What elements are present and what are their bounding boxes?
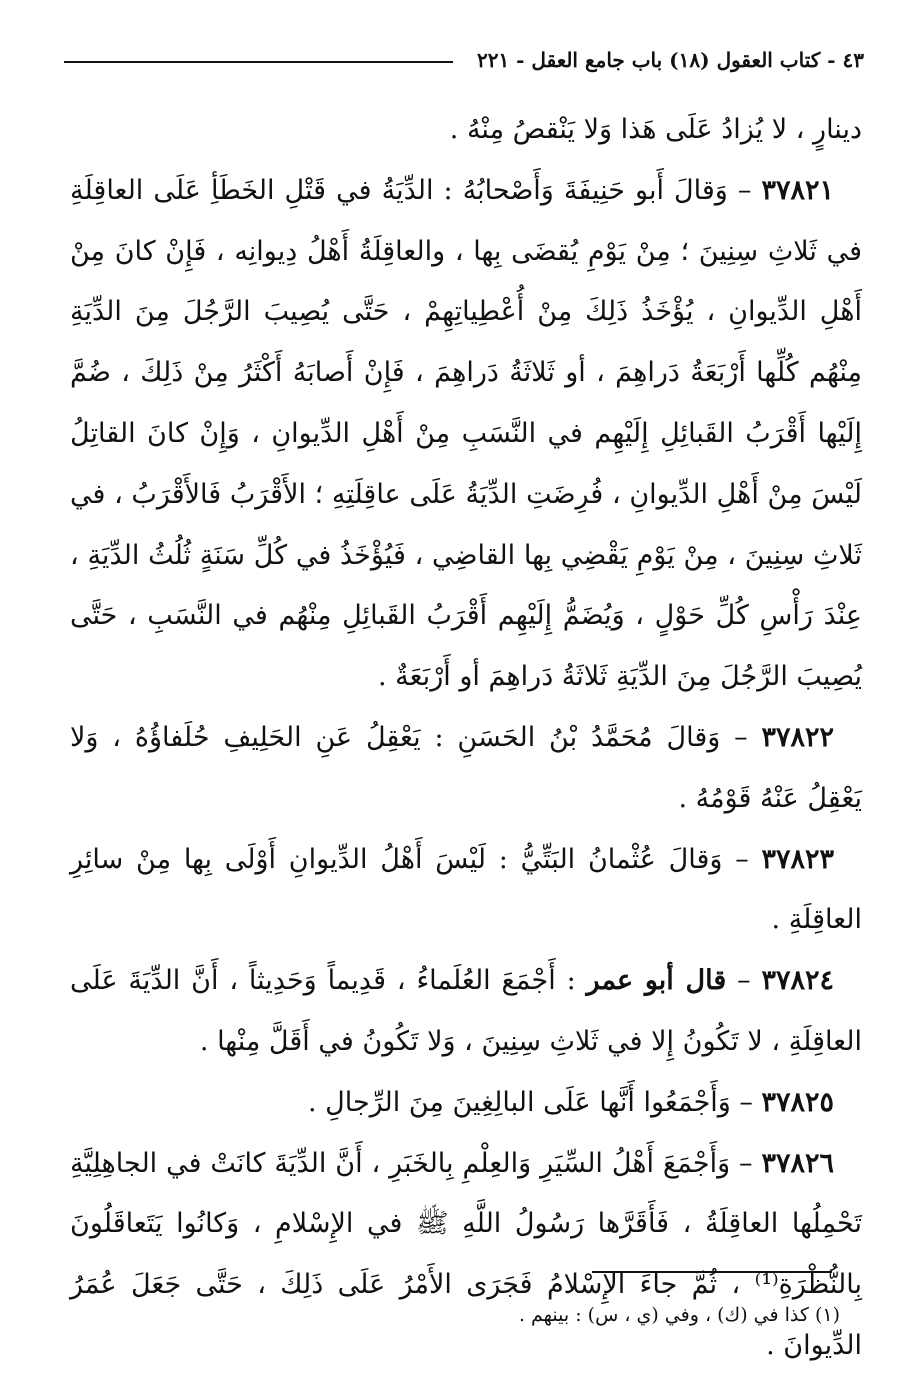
running-head-text: ٤٣ - كتاب العقول (١٨) باب جامع العقل - ٢٢١ [476,48,864,72]
footnote-text: (١) كذا في (ك) ، وفي (ي ، س) : بينهم . [518,1304,840,1326]
paragraph-dash: – [726,965,751,997]
paragraph-37826 [70,1134,862,1377]
paragraph-number: ٣٧٨٢٢ [761,721,834,753]
paragraph-text: – وَقالَ أَبو حَنِيفَةَ وَأَصْحابُهُ : الدِّيَةُ في قَتْلِ الخَطَأِ عَلَى العاقِلَةِ في ثَلاثِ سِنِينَ ؛ مِنْ يَوْمِ يُقضَى بِها ، والعاقِلَةُ أَهْلُ دِيوانِه ، فَإِنْ كانَ مِنْ أَهْلِ الدِّيوانِ ، يُؤْخَذُ ذَلِكَ مِنْ أُعْطِياتِهِمْ ، حَتَّى يُصِيبَ الرَّجُلَ مِنَ الدِّيَةِ مِنْهُم كُلِّها أَرْبَعَةُ دَراهِمَ ، أو ثَلاثَةُ دَراهِمَ ، فَإِنْ أَصابَهُ أَكْثَرُ مِنْ ذَلِكَ ، ضُمَّ إِلَيْها أَقْرَبُ القَبائِلِ إِلَيْهِم في النَّسَبِ مِنْ أَهْلِ الدِّيوانِ ، وَإِنْ كانَ القاتِلُ لَيْسَ مِنْ أَهْلِ الدِّيوانِ ، فُرِضَتِ الدِّيَةُ عَلَى عاقِلَتِهِ ؛ الأَقْرَبُ فَالأَقْرَبُ ، في ثَلاثِ سِنِينَ ، مِنْ يَوْمِ يَقْضِي بِها القاضِي ، فَيُؤْخَذُ في كُلِّ سَنَةٍ ثُلُثُ الدِّيَةِ ، عِنْدَ رَأْسِ كُلِّ حَوْلٍ ، وَيُضَمُّ إِلَيْهِم أَقْرَبُ القَبائِلِ مِنْهُم في النَّسَبِ ، حَتَّى يُصِيبَ الرَّجُلَ مِنَ الدِّيَةِ ثَلاثَةُ دَراهِمَ أو أَرْبَعَةٌ . [70,174,862,693]
paragraph-number: ٣٧٨٢٣ [761,843,834,875]
footnote-separator [592,1271,832,1273]
paragraph-37822 [70,708,862,830]
running-header [64,40,864,80]
paragraph-text: دينارٍ ، لا يُزادُ عَلَى هَذا وَلا يَنْقصُ مِنْهُ . [449,114,862,145]
paragraph-text: – وَقالَ عُثْمانُ البَتِّيُّ : لَيْسَ أَهْلُ الدِّيوانِ أَوْلَى بِها مِنْ سائِرِ العاقِلَةِ . [70,843,862,936]
speaker-name: قال أبو عمر [586,965,727,997]
paragraph-number: ٣٧٨٢٤ [761,965,835,997]
paragraph-37824 [70,951,862,1073]
main-text [70,100,862,1377]
paragraph-continuation [70,100,862,161]
paragraph-number: ٣٧٨٢٥ [761,1086,834,1118]
header-rule [64,61,453,63]
paragraph-number: ٣٧٨٢١ [761,174,834,206]
paragraph-text: – وَأَجْمَعَ أَهْلُ السِّيَرِ وَالعِلْمِ بِالخَبَرِ ، أَنَّ الدِّيَةَ كانَتْ في الجاهِلِيَّةِ تَحْمِلُها العاقِلَةُ ، فَأَقَرَّها رَسُولُ اللَّهِ ﷺ في الإِسْلامِ ، وَكانُوا يَتَعاقَلُونَ بِالنُّظْرَةِ⁽¹⁾ ، ثُمَّ جاءَ الإِسْلامُ فَجَرَى الأَمْرُ عَلَى ذَلِكَ ، حَتَّى جَعَلَ عُمَرُ الدِّيوانَ . [70,1147,862,1361]
paragraph-37825 [70,1073,862,1134]
paragraph-text: – وَقالَ مُحَمَّدُ بْنُ الحَسَنِ : يَعْقِلُ عَنِ الحَلِيفِ حُلَفاؤُهُ ، وَلا يَعْقِلُ عَنْهُ قَوْمُهُ . [70,721,862,814]
paragraph-37823 [70,830,862,952]
paragraph-text: : أَجْمَعَ العُلَماءُ ، قَدِيماً وَحَدِيثاً ، أَنَّ الدِّيَةَ عَلَى العاقِلَةِ ، لا تَكُونُ إِلا في ثَلاثِ سِنِينَ ، وَلا تَكُونُ في أَقَلَّ مِنْها . [70,965,862,1057]
paragraph-text: – وَأَجْمَعُوا أَنَّها عَلَى البالِغِينَ مِنَ الرِّجالِ . [307,1086,753,1118]
footnote [80,1300,840,1330]
paragraph-number: ٣٧٨٢٦ [761,1147,834,1179]
paragraph-37821 [70,161,862,708]
